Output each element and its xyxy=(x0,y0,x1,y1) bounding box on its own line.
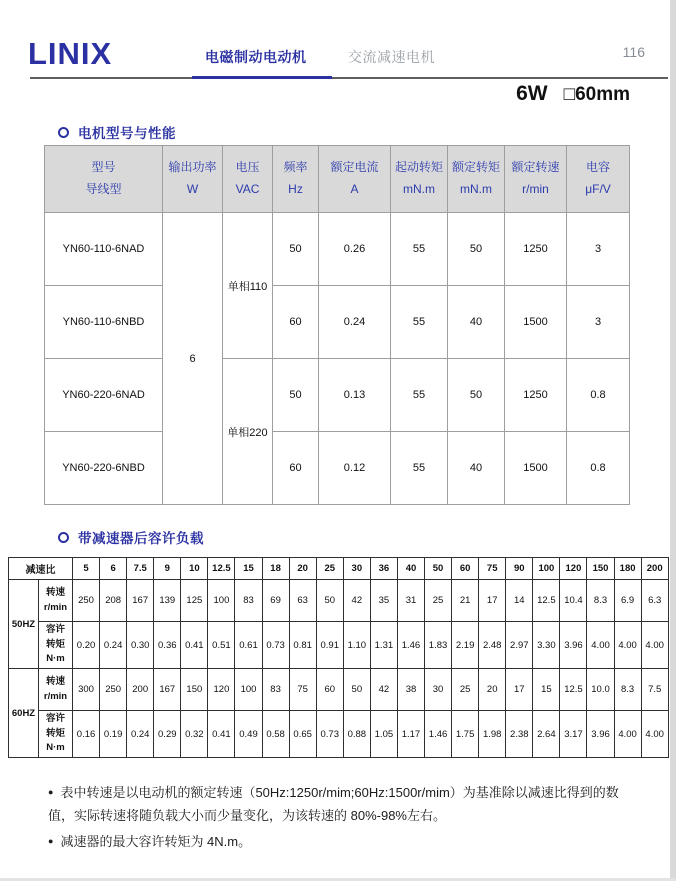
start-torque-cell: 55 xyxy=(391,359,448,432)
ratio-60: 60 xyxy=(452,558,479,580)
torque-value: 2.64 xyxy=(533,711,560,758)
speed-value: 250 xyxy=(100,669,127,711)
model-cell: YN60-220-6NBD xyxy=(45,432,163,505)
speed-value: 83 xyxy=(235,580,262,622)
footnote-1: ● 表中转速是以电动机的额定转速（50Hz:1250r/mim;60Hz:1500r/mim）为基准除以减速比得到的数值，实际转速将随负载大小而少量变化，为该转速的 80%-98%左右。 xyxy=(48,785,619,824)
speed-value: 12.5 xyxy=(560,669,587,711)
torque-value: 0.73 xyxy=(316,711,343,758)
frame-spec xyxy=(516,82,630,106)
torque-value: 0.41 xyxy=(181,622,208,669)
tab-ac-gear-motor[interactable]: 交流减速电机 xyxy=(348,49,435,65)
speed-value: 8.3 xyxy=(587,580,614,622)
speed-value: 75 xyxy=(289,669,316,711)
speed-row-label: 转速 r/min xyxy=(39,669,73,711)
speed-value: 35 xyxy=(370,580,397,622)
voltage-cell: 单相110 xyxy=(223,213,273,359)
torque-value: 1.98 xyxy=(479,711,506,758)
torque-value: 2.97 xyxy=(506,622,533,669)
torque-value: 4.00 xyxy=(614,711,641,758)
torque-value: 0.61 xyxy=(235,622,262,669)
start-torque-cell: 55 xyxy=(391,432,448,505)
start-torque-cell: 55 xyxy=(391,286,448,359)
rated-torque-cell: 50 xyxy=(448,359,505,432)
torque-value: 1.17 xyxy=(397,711,424,758)
torque-value: 0.41 xyxy=(208,711,235,758)
torque-value: 0.58 xyxy=(262,711,289,758)
speed-row-label: 转速 r/min xyxy=(39,580,73,622)
ratio-20: 20 xyxy=(289,558,316,580)
table-row xyxy=(45,359,630,432)
speed-value: 10.4 xyxy=(560,580,587,622)
current-cell: 0.13 xyxy=(319,359,391,432)
torque-value: 4.00 xyxy=(641,622,668,669)
circle-bullet-icon xyxy=(58,127,69,138)
cap-cell: 3 xyxy=(567,286,630,359)
speed-value: 42 xyxy=(343,580,370,622)
power-spec: 6W xyxy=(516,82,548,105)
freq-label-50HZ: 50HZ xyxy=(9,580,39,669)
torque-row-label: 容许 转矩 N·m xyxy=(39,711,73,758)
current-cell: 0.26 xyxy=(319,213,391,286)
ratio-36: 36 xyxy=(370,558,397,580)
gear-load-table xyxy=(8,557,669,758)
tab-brake-motor[interactable]: 电磁制动电动机 xyxy=(205,49,307,65)
section-title-gear-load: 带减速器后容许负载 xyxy=(58,527,204,547)
ratio-5: 5 xyxy=(73,558,100,580)
page-right-edge xyxy=(670,0,676,881)
torque-value: 1.46 xyxy=(397,622,424,669)
torque-value: 0.16 xyxy=(73,711,100,758)
col-header-6: 额定转矩 mN.m xyxy=(448,146,505,213)
rated-torque-cell: 40 xyxy=(448,432,505,505)
torque-value: 1.83 xyxy=(425,622,452,669)
torque-value: 0.24 xyxy=(100,622,127,669)
speed-value: 8.3 xyxy=(614,669,641,711)
ratio-7.5: 7.5 xyxy=(127,558,154,580)
ratio-header-row xyxy=(9,558,669,580)
speed-value: 50 xyxy=(316,580,343,622)
freq-cell: 60 xyxy=(273,432,319,505)
frame-size-spec: □60mm xyxy=(563,84,630,105)
speed-value: 200 xyxy=(127,669,154,711)
freq-cell: 50 xyxy=(273,359,319,432)
ratio-150: 150 xyxy=(587,558,614,580)
torque-value: 0.19 xyxy=(100,711,127,758)
footnotes xyxy=(48,781,638,855)
speed-value: 20 xyxy=(479,669,506,711)
torque-value: 0.65 xyxy=(289,711,316,758)
torque-value: 0.88 xyxy=(343,711,370,758)
torque-value: 3.96 xyxy=(560,622,587,669)
speed-value: 60 xyxy=(316,669,343,711)
speed-row-60HZ xyxy=(9,669,669,711)
torque-value: 0.51 xyxy=(208,622,235,669)
speed-value: 25 xyxy=(452,669,479,711)
torque-value: 0.36 xyxy=(154,622,181,669)
speed-value: 12.5 xyxy=(533,580,560,622)
torque-value: 0.30 xyxy=(127,622,154,669)
model-cell: YN60-110-6NAD xyxy=(45,213,163,286)
rated-torque-cell: 40 xyxy=(448,286,505,359)
torque-value: 3.96 xyxy=(587,711,614,758)
speed-value: 139 xyxy=(154,580,181,622)
linix-logo: LINIX xyxy=(28,36,113,71)
speed-value: 63 xyxy=(289,580,316,622)
active-tab-underline xyxy=(192,76,332,79)
speed-value: 120 xyxy=(208,669,235,711)
current-cell: 0.12 xyxy=(319,432,391,505)
torque-value: 0.81 xyxy=(289,622,316,669)
speed-value: 300 xyxy=(73,669,100,711)
start-torque-cell: 55 xyxy=(391,213,448,286)
torque-value: 1.10 xyxy=(343,622,370,669)
ratio-90: 90 xyxy=(506,558,533,580)
circle-bullet-icon xyxy=(58,532,69,543)
bullet-icon: ● xyxy=(48,835,54,846)
torque-value: 4.00 xyxy=(587,622,614,669)
ratio-120: 120 xyxy=(560,558,587,580)
motor-spec-table xyxy=(44,145,630,505)
footnote-2: ● 减速器的最大容许转矩为 4N.m。 xyxy=(48,833,252,849)
ratio-200: 200 xyxy=(641,558,668,580)
speed-value: 25 xyxy=(425,580,452,622)
speed-value: 69 xyxy=(262,580,289,622)
ratio-header-cell: 减速比 xyxy=(9,558,73,580)
speed-value: 250 xyxy=(73,580,100,622)
table-row xyxy=(45,432,630,505)
ratio-12.5: 12.5 xyxy=(208,558,235,580)
speed-value: 83 xyxy=(262,669,289,711)
speed-value: 14 xyxy=(506,580,533,622)
speed-value: 10.0 xyxy=(587,669,614,711)
torque-value: 4.00 xyxy=(641,711,668,758)
table-row xyxy=(45,213,630,286)
ratio-25: 25 xyxy=(316,558,343,580)
ratio-100: 100 xyxy=(533,558,560,580)
freq-label-60HZ: 60HZ xyxy=(9,669,39,758)
torque-value: 4.00 xyxy=(614,622,641,669)
speed-value: 6.9 xyxy=(614,580,641,622)
speed-value: 167 xyxy=(127,580,154,622)
model-cell: YN60-220-6NAD xyxy=(45,359,163,432)
section-title-models: 电机型号与性能 xyxy=(58,122,176,142)
ratio-75: 75 xyxy=(479,558,506,580)
speed-value: 208 xyxy=(100,580,127,622)
cap-cell: 0.8 xyxy=(567,359,630,432)
table-row xyxy=(45,286,630,359)
ratio-18: 18 xyxy=(262,558,289,580)
torque-value: 2.19 xyxy=(452,622,479,669)
speed-value: 125 xyxy=(181,580,208,622)
cap-cell: 3 xyxy=(567,213,630,286)
freq-cell: 60 xyxy=(273,286,319,359)
torque-value: 0.32 xyxy=(181,711,208,758)
torque-value: 3.30 xyxy=(533,622,560,669)
ratio-50: 50 xyxy=(425,558,452,580)
ratio-10: 10 xyxy=(181,558,208,580)
col-header-4: 额定电流 A xyxy=(319,146,391,213)
ratio-9: 9 xyxy=(154,558,181,580)
torque-value: 3.17 xyxy=(560,711,587,758)
col-header-8: 电容 μF/V xyxy=(567,146,630,213)
col-header-5: 起动转矩 mN.m xyxy=(391,146,448,213)
torque-value: 0.20 xyxy=(73,622,100,669)
col-header-2: 电压 VAC xyxy=(223,146,273,213)
speed-value: 50 xyxy=(343,669,370,711)
torque-value: 0.29 xyxy=(154,711,181,758)
bullet-icon: ● xyxy=(48,787,54,797)
col-header-7: 额定转速 r/min xyxy=(505,146,567,213)
voltage-cell: 单相220 xyxy=(223,359,273,505)
speed-row-50HZ xyxy=(9,580,669,622)
speed-cell: 1500 xyxy=(505,432,567,505)
page-number: 116 xyxy=(622,44,645,60)
ratio-40: 40 xyxy=(397,558,424,580)
freq-cell: 50 xyxy=(273,213,319,286)
speed-cell: 1500 xyxy=(505,286,567,359)
speed-value: 150 xyxy=(181,669,208,711)
speed-value: 30 xyxy=(425,669,452,711)
speed-value: 15 xyxy=(533,669,560,711)
speed-value: 17 xyxy=(479,580,506,622)
torque-row-50HZ xyxy=(9,622,669,669)
speed-cell: 1250 xyxy=(505,359,567,432)
speed-value: 100 xyxy=(208,580,235,622)
current-cell: 0.24 xyxy=(319,286,391,359)
col-header-0: 型号 导线型 xyxy=(45,146,163,213)
speed-value: 42 xyxy=(370,669,397,711)
cap-cell: 0.8 xyxy=(567,432,630,505)
torque-value: 0.24 xyxy=(127,711,154,758)
speed-value: 7.5 xyxy=(641,669,668,711)
speed-value: 38 xyxy=(397,669,424,711)
speed-value: 167 xyxy=(154,669,181,711)
torque-row-60HZ xyxy=(9,711,669,758)
motor-spec-header-row xyxy=(45,146,630,213)
torque-value: 1.31 xyxy=(370,622,397,669)
torque-value: 2.38 xyxy=(506,711,533,758)
model-cell: YN60-110-6NBD xyxy=(45,286,163,359)
speed-cell: 1250 xyxy=(505,213,567,286)
torque-value: 0.91 xyxy=(316,622,343,669)
torque-row-label: 容许 转矩 N·m xyxy=(39,622,73,669)
torque-value: 2.48 xyxy=(479,622,506,669)
ratio-15: 15 xyxy=(235,558,262,580)
torque-value: 1.75 xyxy=(452,711,479,758)
col-header-3: 频率 Hz xyxy=(273,146,319,213)
ratio-180: 180 xyxy=(614,558,641,580)
speed-value: 17 xyxy=(506,669,533,711)
torque-value: 0.73 xyxy=(262,622,289,669)
ratio-30: 30 xyxy=(343,558,370,580)
power-cell: 6 xyxy=(163,213,223,505)
col-header-1: 输出功率 W xyxy=(163,146,223,213)
torque-value: 0.49 xyxy=(235,711,262,758)
ratio-6: 6 xyxy=(100,558,127,580)
rated-torque-cell: 50 xyxy=(448,213,505,286)
speed-value: 100 xyxy=(235,669,262,711)
speed-value: 31 xyxy=(397,580,424,622)
speed-value: 21 xyxy=(452,580,479,622)
torque-value: 1.05 xyxy=(370,711,397,758)
torque-value: 1.46 xyxy=(425,711,452,758)
header-divider xyxy=(30,77,668,79)
speed-value: 6.3 xyxy=(641,580,668,622)
